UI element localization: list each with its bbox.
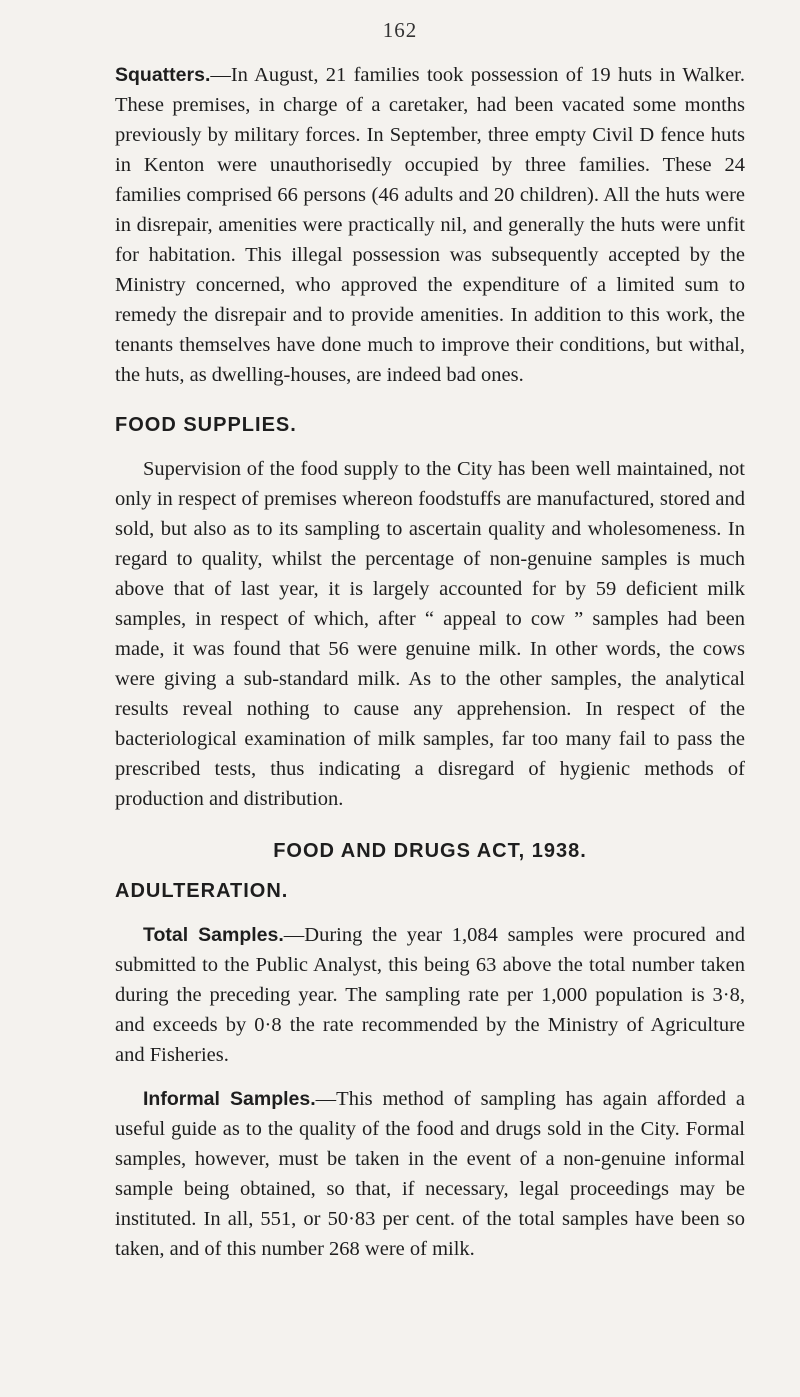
informal-samples-paragraph [115,1084,745,1264]
squatters-text: —In August, 21 families took possession of 19 huts in Walker. These premises, in charge of a caretaker, had been vacated some months previously by military forces. In September, three empty Civil D fence huts in Kenton were unauthorisedly occupied by three families. These 24 families comprised 66 persons (46 adults and 20 children). All the huts were in disrepair, amenities were practically nil, and generally the huts were unfit for habitation. This illegal possession was subsequently accepted by the Ministry concerned, who approved the expenditure of a limited sum to remedy the disrepair and to provide amenities. In addition to this work, the tenants themselves have done much to improve their conditions, but withal, the huts, as dwelling-houses, are indeed bad ones. [115,64,745,386]
informal-samples-text: —This method of sampling has again afforded a useful guide as to the quality of the food and drugs sold in the City. Formal samples, however, must be taken in the event of a non-genuine informal sample being obtained, so that, if necessary, legal proceedings may be instituted. In all, 551, or 50·83 per cent. of the total samples have been so taken, and of this number 268 were of milk. [115,1088,745,1260]
total-samples-lead: Total Samples. [143,924,284,946]
food-drugs-act-heading: FOOD AND DRUGS ACT, 1938. [273,840,587,862]
food-supplies-paragraph: Supervision of the food supply to the City has been well maintained, not only in respect of premises whereon foodstuffs are manufactured, stored and sold, but also as to its sampling to ascertain quality and wholesomeness. In regard to quality, whilst the percentage of non-genuine samples is much above that of last year, it is largely accounted for by 59 deficient milk samples, in respect of which, after “ appeal to cow ” samples had been made, it was found that 56 were genuine milk. In other words, the cows were giving a sub-standard milk. As to the other samples, the analytical results reveal nothing to cause any apprehension. In respect of the bacteriological examination of milk samples, far too many fail to pass the prescribed tests, thus indicating a disregard of hygienic methods of production and distribution. [115,458,745,810]
squatters-lead: Squatters. [115,64,211,86]
informal-samples-lead: Informal Samples. [143,1088,316,1110]
squatters-paragraph [115,60,745,390]
page-number: 162 [382,18,418,42]
food-supplies-heading: FOOD SUPPLIES. [115,414,297,436]
total-samples-paragraph [115,920,745,1070]
adulteration-heading: ADULTERATION. [115,880,289,902]
document-body [115,60,745,1264]
total-samples-text: —During the year 1,084 samples were procured and submitted to the Public Analyst, this being 63 above the total number taken during the preceding year. The sampling rate per 1,000 population is 3·8, and exceeds by 0·8 the rate recommended by the Ministry of Agriculture and Fisheries. [115,924,746,1066]
